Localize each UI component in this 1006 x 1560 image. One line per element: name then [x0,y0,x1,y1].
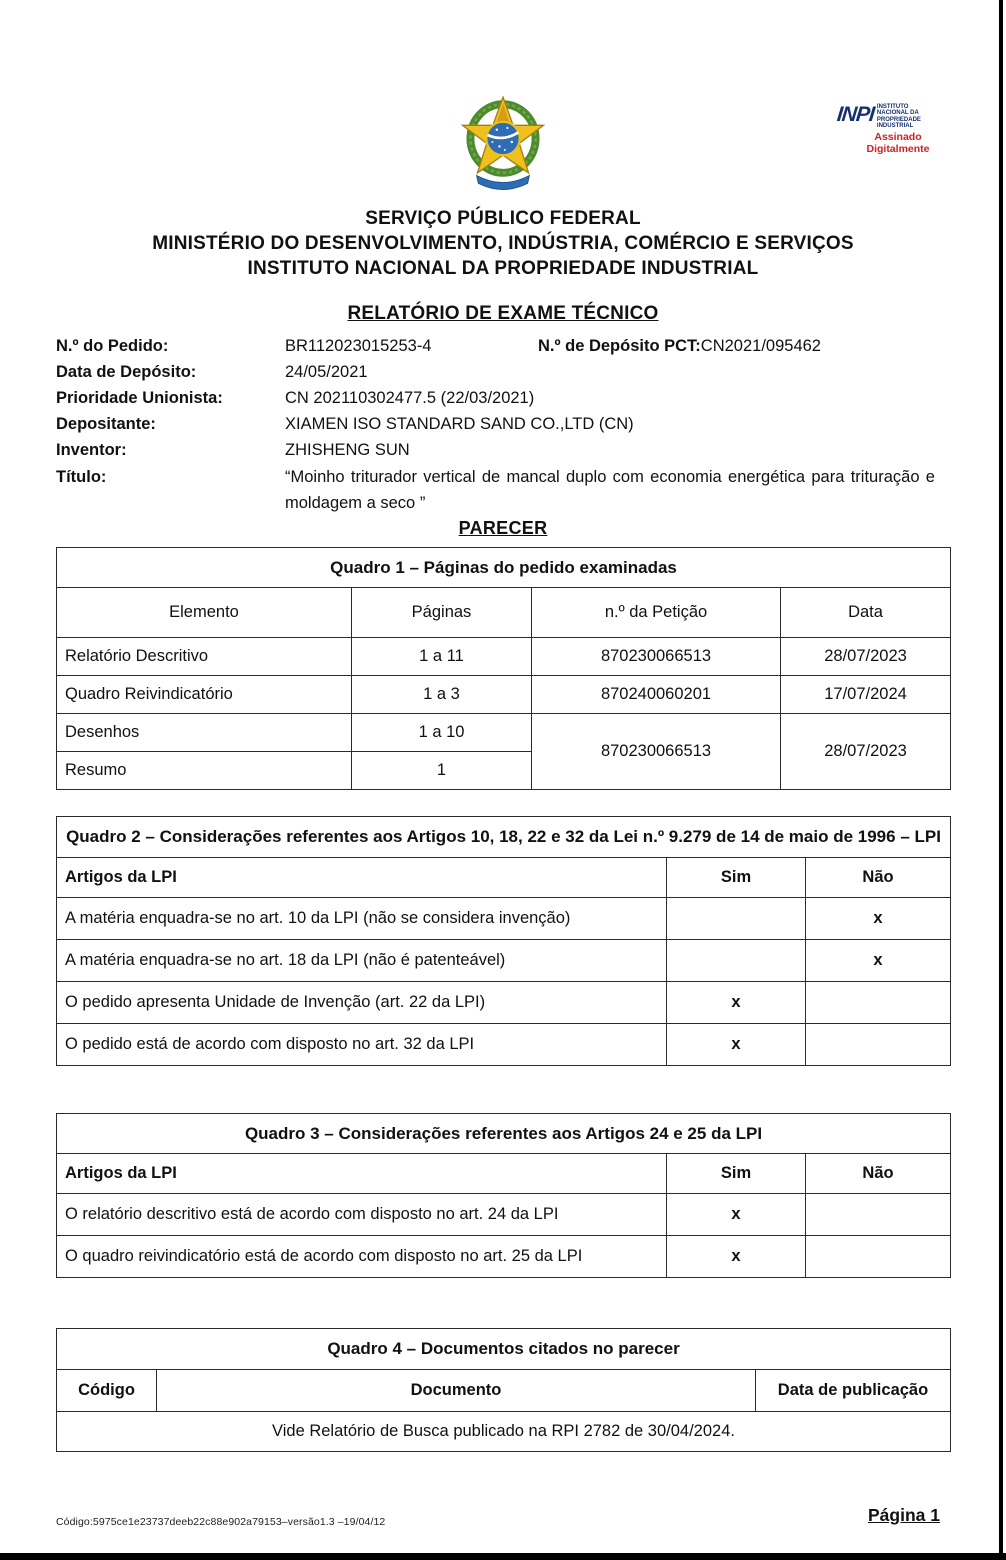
quadro4-header-codigo: Código [57,1369,157,1411]
quadro2-header-artigos: Artigos da LPI [57,857,667,897]
cell-nao: x [806,897,951,939]
prioridade-value: CN 202110302477.5 (22/03/2021) [285,389,535,408]
cell-elemento: Resumo [57,752,352,790]
field-row-prioridade [56,385,950,411]
quadro1-header-elemento: Elemento [57,588,352,638]
quadro2-table [56,816,951,1066]
quadro1-table [56,547,951,791]
org-line-instituto: INSTITUTO NACIONAL DA PROPRIEDADE INDUSTRIAL [247,258,759,280]
cell-artigo: O pedido está de acordo com disposto no art. 32 da LPI [57,1023,667,1065]
quadro4-header-documento: Documento [157,1369,756,1411]
cell-sim [667,897,806,939]
quadro4-note: Vide Relatório de Busca publicado na RPI 2782 de 30/04/2024. [57,1411,951,1451]
bibliographic-fields [56,333,950,515]
field-row-deposito [56,359,950,385]
quadro4-header-row [57,1369,951,1411]
cell-artigo: O quadro reivindicatório está de acordo com disposto no art. 25 da LPI [57,1236,667,1278]
table-row [57,1236,951,1278]
prioridade-label: Prioridade Unionista: [56,389,223,408]
quadro3-title: Quadro 3 – Considerações referentes aos Artigos 24 e 25 da LPI [57,1113,951,1154]
quadro2-header-row [57,857,951,897]
parecer-heading: PARECER [458,517,548,538]
quadro3-header-artigos: Artigos da LPI [57,1154,667,1194]
cell-nao [806,1194,951,1236]
cell-artigo: O relatório descritivo está de acordo com disposto no art. 24 da LPI [57,1194,667,1236]
cell-nao [806,1023,951,1065]
cell-artigo: O pedido apresenta Unidade de Invenção (art. 22 da LPI) [57,981,667,1023]
quadro4-header-data-publicacao: Data de publicação [756,1369,951,1411]
quadro2-header-nao: Não [806,857,951,897]
quadro1-title-row [57,547,951,588]
quadro3-header-sim: Sim [667,1154,806,1194]
quadro2-header-sim: Sim [667,857,806,897]
inventor-label: Inventor: [56,441,127,460]
cell-paginas: 1 a 3 [352,676,532,714]
field-row-pedido [56,333,950,359]
quadro4-title-row [57,1329,951,1370]
cell-nao [806,1236,951,1278]
table-row [57,939,951,981]
inpi-logo-caption: INSTITUTO NACIONAL DA PROPRIEDADE INDUSTRIAL [876,104,921,129]
quadro1-header-paginas: Páginas [352,588,532,638]
scan-edge-bottom [0,1553,1006,1560]
cell-sim: x [667,981,806,1023]
cell-elemento: Relatório Descritivo [57,638,352,676]
quadro1-header-data: Data [781,588,951,638]
quadro1-header-row [57,588,951,638]
cell-paginas: 1 [352,752,532,790]
document-content [0,206,1006,1452]
cell-peticao-merged: 870230066513 [532,714,781,790]
cell-peticao: 870230066513 [532,638,781,676]
pedido-label: N.º do Pedido: [56,337,169,356]
cell-sim: x [667,1023,806,1065]
quadro1-header-peticao: n.º da Petição [532,588,781,638]
titulo-label: Título: [56,467,107,486]
table-row [57,981,951,1023]
cell-peticao: 870240060201 [532,676,781,714]
cell-elemento: Desenhos [57,714,352,752]
quadro3-header-nao: Não [806,1154,951,1194]
document-masthead [0,0,1006,201]
quadro1-title: Quadro 1 – Páginas do pedido examinadas [57,547,951,588]
table-row [57,1023,951,1065]
quadro3-title-row [57,1113,951,1154]
signed-digitally-label: Assinado Digitalmente [866,131,930,156]
org-line-servico: SERVIÇO PÚBLICO FEDERAL [365,208,641,229]
depositante-label: Depositante: [56,415,156,434]
scan-edge-right [999,0,1003,1560]
pct-value: CN2021/095462 [700,337,821,356]
inpi-digital-signature-stamp [830,104,940,155]
cell-paginas: 1 a 11 [352,638,532,676]
cell-sim: x [667,1194,806,1236]
table-row [57,638,951,676]
inpi-logo: INPI [835,103,876,126]
org-header [56,206,950,281]
quadro3-table [56,1113,951,1279]
pedido-value: BR112023015253-4 [285,337,432,356]
cell-nao [806,981,951,1023]
quadro4-table [56,1328,951,1452]
field-row-inventor [56,437,950,463]
cell-data-merged: 28/07/2023 [781,714,951,790]
cell-sim [667,939,806,981]
table-row [57,1194,951,1236]
cell-nao: x [806,939,951,981]
deposito-value: 24/05/2021 [285,363,368,382]
cell-artigo: A matéria enquadra-se no art. 18 da LPI (não é patenteável) [57,939,667,981]
table-row [57,897,951,939]
pct-label: N.º de Depósito PCT: [538,337,701,356]
table-row [57,676,951,714]
inventor-value: ZHISHENG SUN [285,441,410,460]
cell-artigo: A matéria enquadra-se no art. 10 da LPI (não se considera invenção) [57,897,667,939]
field-row-titulo [56,464,950,516]
quadro2-title: Quadro 2 – Considerações referentes aos Artigos 10, 18, 22 e 32 da Lei n.º 9.279 de 14 de maio de 1996 – LPI [57,817,951,858]
quadro3-header-row [57,1154,951,1194]
table-row [57,714,951,752]
report-title: RELATÓRIO DE EXAME TÉCNICO [347,303,659,325]
cell-paginas: 1 a 10 [352,714,532,752]
brazil-coat-of-arms-icon [459,96,547,196]
deposito-label: Data de Depósito: [56,363,197,382]
field-row-depositante [56,411,950,437]
org-line-ministerio: MINISTÉRIO DO DESENVOLVIMENTO, INDÚSTRIA, COMÉRCIO E SERVIÇOS [152,233,854,255]
page-number: Página 1 [868,1505,940,1525]
table-row [57,1411,951,1451]
quadro4-title: Quadro 4 – Documentos citados no parecer [57,1329,951,1370]
cell-elemento: Quadro Reivindicatório [57,676,352,714]
cell-sim: x [667,1236,806,1278]
quadro2-title-row [57,817,951,858]
cell-data: 17/07/2024 [781,676,951,714]
cell-data: 28/07/2023 [781,638,951,676]
footer-document-code: Código:5975ce1e23737deeb22c88e902a79153–versão1.3 –19/04/12 [56,1516,386,1528]
depositante-value: XIAMEN ISO STANDARD SAND CO.,LTD (CN) [285,415,634,434]
titulo-value: “Moinho triturador vertical de mancal duplo com economia energética para trituração e moldagem a seco ” [285,467,935,512]
